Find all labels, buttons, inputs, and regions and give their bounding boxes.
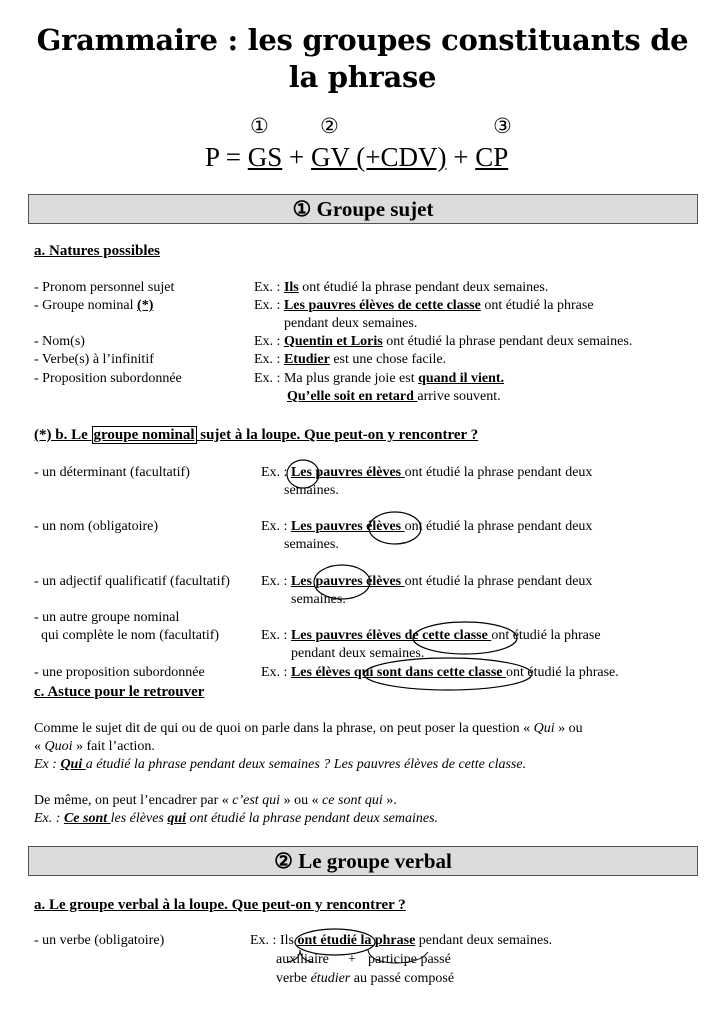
nature-example-pronom: Ex. : Ils ont étudié la phrase pendant deux semaines.: [254, 280, 549, 295]
nature-label-gn: - Groupe nominal (*): [34, 298, 154, 313]
nature-example-infinitif: Ex. : Etudier est une chose facile.: [254, 352, 447, 367]
gv-label-verbe: - un verbe (obligatoire): [34, 933, 165, 948]
brace-participe: [368, 950, 428, 963]
subheading-loupe-gn: (*) b. Le groupe nominal sujet à la loupe. Que peut-on y rencontrer ?: [34, 427, 479, 443]
loupe-label-adjectif: - un adjectif qualificatif (facultatif): [34, 574, 230, 589]
loupe-example-adjectif-cont: semaines.: [291, 592, 346, 607]
loupe-label-determinant: - un déterminant (facultatif): [34, 465, 190, 480]
nature-example-gn-cont: pendant deux semaines.: [284, 316, 418, 331]
gv-example-verbe: Ex. : Ils ont étudié la phrase pendant deux semaines.: [250, 933, 553, 948]
nature-label-pronom: - Pronom personnel sujet: [34, 280, 175, 295]
nature-label-subordonnee: - Proposition subordonnée: [34, 371, 182, 386]
circle-determinant: [287, 460, 319, 488]
marker-3: ③: [493, 114, 512, 138]
astuce-paragraph-1: Comme le sujet dit de qui ou de quoi on parle dans la phrase, on peut poser la question « Qui » ou: [34, 721, 583, 736]
loupe-label-nom: - un nom (obligatoire): [34, 519, 159, 534]
formula-gv: GV (+CDV): [311, 142, 447, 172]
formula-gs: GS: [247, 142, 283, 172]
circle-nom: [369, 512, 421, 544]
loupe-example-nom-cont: semaines.: [284, 537, 339, 552]
loupe-example-determinant-cont: semaines.: [284, 483, 339, 498]
section-heading-groupe-verbal: ② Le groupe verbal: [28, 846, 698, 876]
boxed-groupe-nominal: groupe nominal: [93, 427, 195, 443]
circle-complement-nom: [413, 622, 517, 654]
nature-label-nom: - Nom(s): [34, 334, 85, 349]
astuce-paragraph-1-cont: « Quoi » fait l’action.: [34, 739, 155, 754]
nature-label-infinitif: - Verbe(s) à l’infinitif: [34, 352, 154, 367]
nature-example-gn: Ex. : Les pauvres élèves de cette classe ont étudié la phrase: [254, 298, 594, 313]
loupe-label-gn-complement: - un autre groupe nominal: [34, 610, 180, 625]
formula: P = GS + GV (+CDV) + CP: [205, 142, 509, 172]
loupe-example-subordonnee: Ex. : Les élèves qui sont dans cette classe ont étudié la phrase.: [261, 665, 619, 680]
marker-1: ①: [250, 114, 269, 138]
subheading-natures: a. Natures possibles: [34, 243, 160, 259]
gv-explication: verbe étudier au passé composé: [276, 971, 455, 986]
marker-2: ②: [320, 114, 339, 138]
astuce-paragraph-2: De même, on peut l’encadrer par « c’est qui » ou « ce sont qui ».: [34, 793, 397, 808]
loupe-example-determinant: Ex. : Les pauvres élèves ont étudié la phrase pendant deux: [261, 465, 593, 480]
page-title: Grammaire : les groupes constituants de la phrase: [36, 23, 689, 94]
subheading-loupe-gv: a. Le groupe verbal à la loupe. Que peut-on y rencontrer ?: [34, 897, 406, 913]
loupe-example-gn-complement: Ex. : Les pauvres élèves de cette classe ont étudié la phrase: [261, 628, 601, 643]
loupe-example-gn-complement-cont: pendant deux semaines.: [291, 646, 425, 661]
nature-example-nom: Ex. : Quentin et Loris ont étudié la phrase pendant deux semaines.: [254, 334, 633, 349]
loupe-label-gn-complement-2: qui complète le nom (facultatif): [41, 628, 220, 643]
loupe-label-subordonnee: - une proposition subordonnée: [34, 665, 205, 680]
section-heading-groupe-sujet: ① Groupe sujet: [28, 194, 698, 224]
gv-auxiliaire: auxiliaire: [276, 952, 329, 967]
circle-adjectif: [314, 565, 370, 599]
formula-cp: CP: [475, 142, 509, 172]
nature-example-subordonnee-2: Qu’elle soit en retard arrive souvent.: [287, 389, 501, 404]
gv-plus: +: [348, 952, 356, 967]
astuce-example-2: Ex. : Ce sont les élèves qui ont étudié la phrase pendant deux semaines.: [34, 811, 439, 826]
subheading-astuce: c. Astuce pour le retrouver: [34, 684, 205, 700]
nature-example-subordonnee: Ex. : Ma plus grande joie est quand il vient.: [254, 371, 505, 386]
circle-subordonnee: [364, 658, 532, 690]
loupe-example-nom: Ex. : Les pauvres élèves ont étudié la phrase pendant deux: [261, 519, 593, 534]
loupe-example-adjectif: Ex. : Les pauvres élèves ont étudié la phrase pendant deux: [261, 574, 593, 589]
circle-verbe: [295, 929, 375, 955]
gv-participe-passe: participe passé: [368, 952, 451, 967]
astuce-example-1: Ex : Qui a étudié la phrase pendant deux semaines ? Les pauvres élèves de cette classe.: [34, 757, 527, 772]
